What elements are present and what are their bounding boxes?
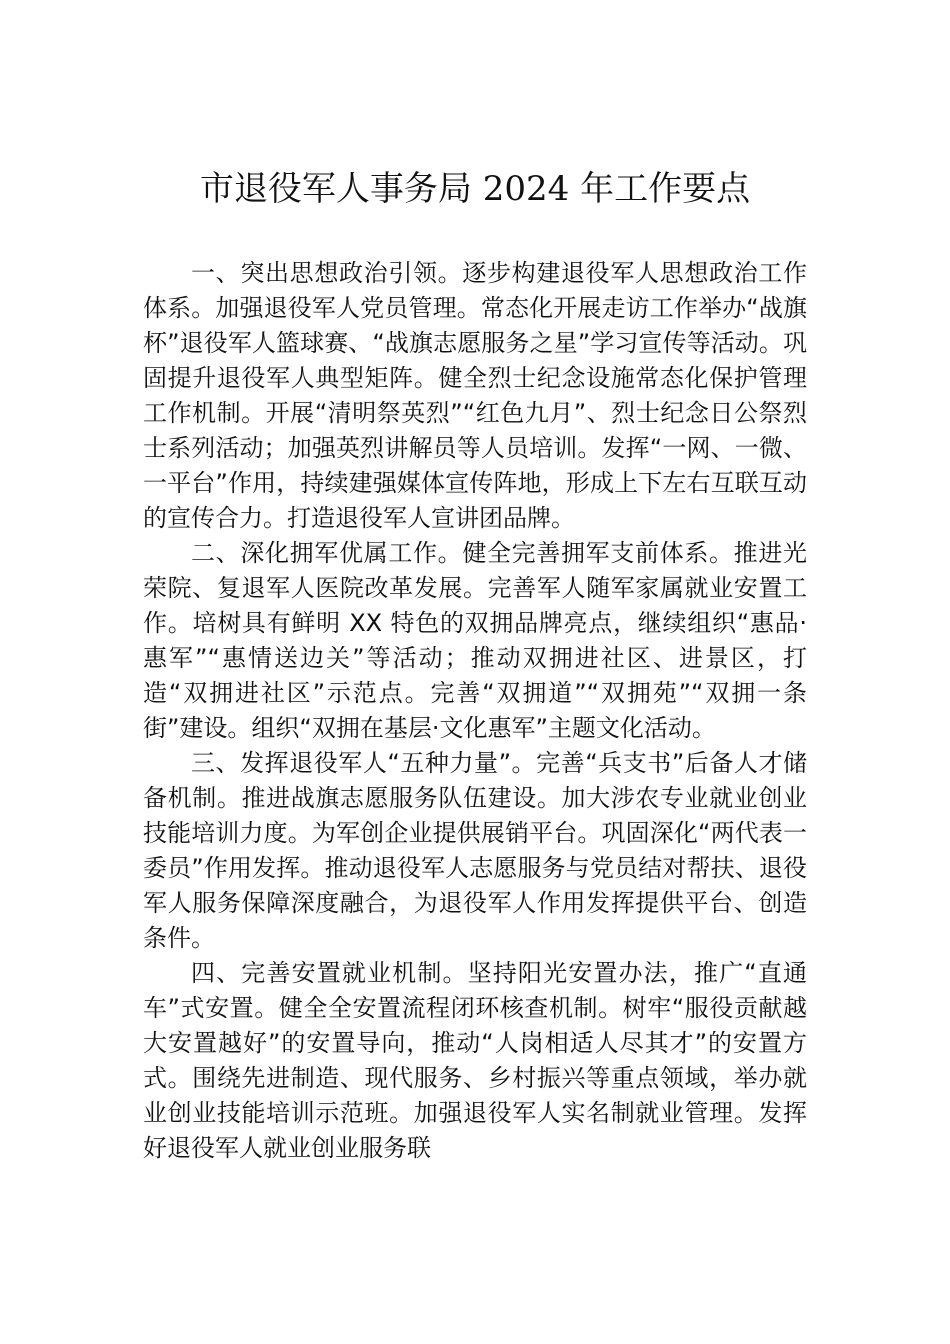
- paragraph-2: 二、深化拥军优属工作。健全完善拥军支前体系。推进光荣院、复退军人医院改革发展。完善军人随军家属就业安置工作。培树具有鲜明 XX 特色的双拥品牌亮点，继续组织“惠品·惠军”“惠情送边关”等活动；推动双拥进社区、进景区，打造“双拥进社区”示范点。完善“双拥道”“双拥苑”“双拥一条街”建设。组织“双拥在基层·文化惠军”主题文化活动。: [143, 539, 807, 742]
- document-body: [143, 256, 807, 1166]
- paragraph-1: 一、突出思想政治引领。逐步构建退役军人思想政治工作体系。加强退役军人党员管理。常态化开展走访工作举办“战旗杯”退役军人篮球赛、“战旗志愿服务之星”学习宣传等活动。巩固提升退役军人典型矩阵。健全烈士纪念设施常态化保护管理工作机制。开展“清明祭英烈”“红色九月”、烈士纪念日公祭烈士系列活动；加强英烈讲解员等人员培训。发挥“一网、一微、一平台”作用，持续建强媒体宣传阵地，形成上下左右互联互动的宣传合力。打造退役军人宣讲团品牌。: [143, 259, 807, 532]
- document-title: 市退役军人事务局 2024 年工作要点: [199, 169, 751, 209]
- paragraph-4: 四、完善安置就业机制。坚持阳光安置办法，推广“直通车”式安置。健全全安置流程闭环核查机制。树牢“服役贡献越大安置越好”的安置导向，推动“人岗相适人尽其才”的安置方式。围绕先进制造、现代服务、乡村振兴等重点领域，举办就业创业技能培训示范班。加强退役军人实名制就业管理。发挥好退役军人就业创业服务联: [143, 959, 807, 1162]
- paragraph-3: 三、发挥退役军人“五种力量”。完善“兵支书”后备人才储备机制。推进战旗志愿服务队伍建设。加大涉农专业就业创业技能培训力度。为军创企业提供展销平台。巩固深化“两代表一委员”作用发挥。推动退役军人志愿服务与党员结对帮扶、退役军人服务保障深度融合，为退役军人作用发挥提供平台、创造条件。: [143, 749, 807, 952]
